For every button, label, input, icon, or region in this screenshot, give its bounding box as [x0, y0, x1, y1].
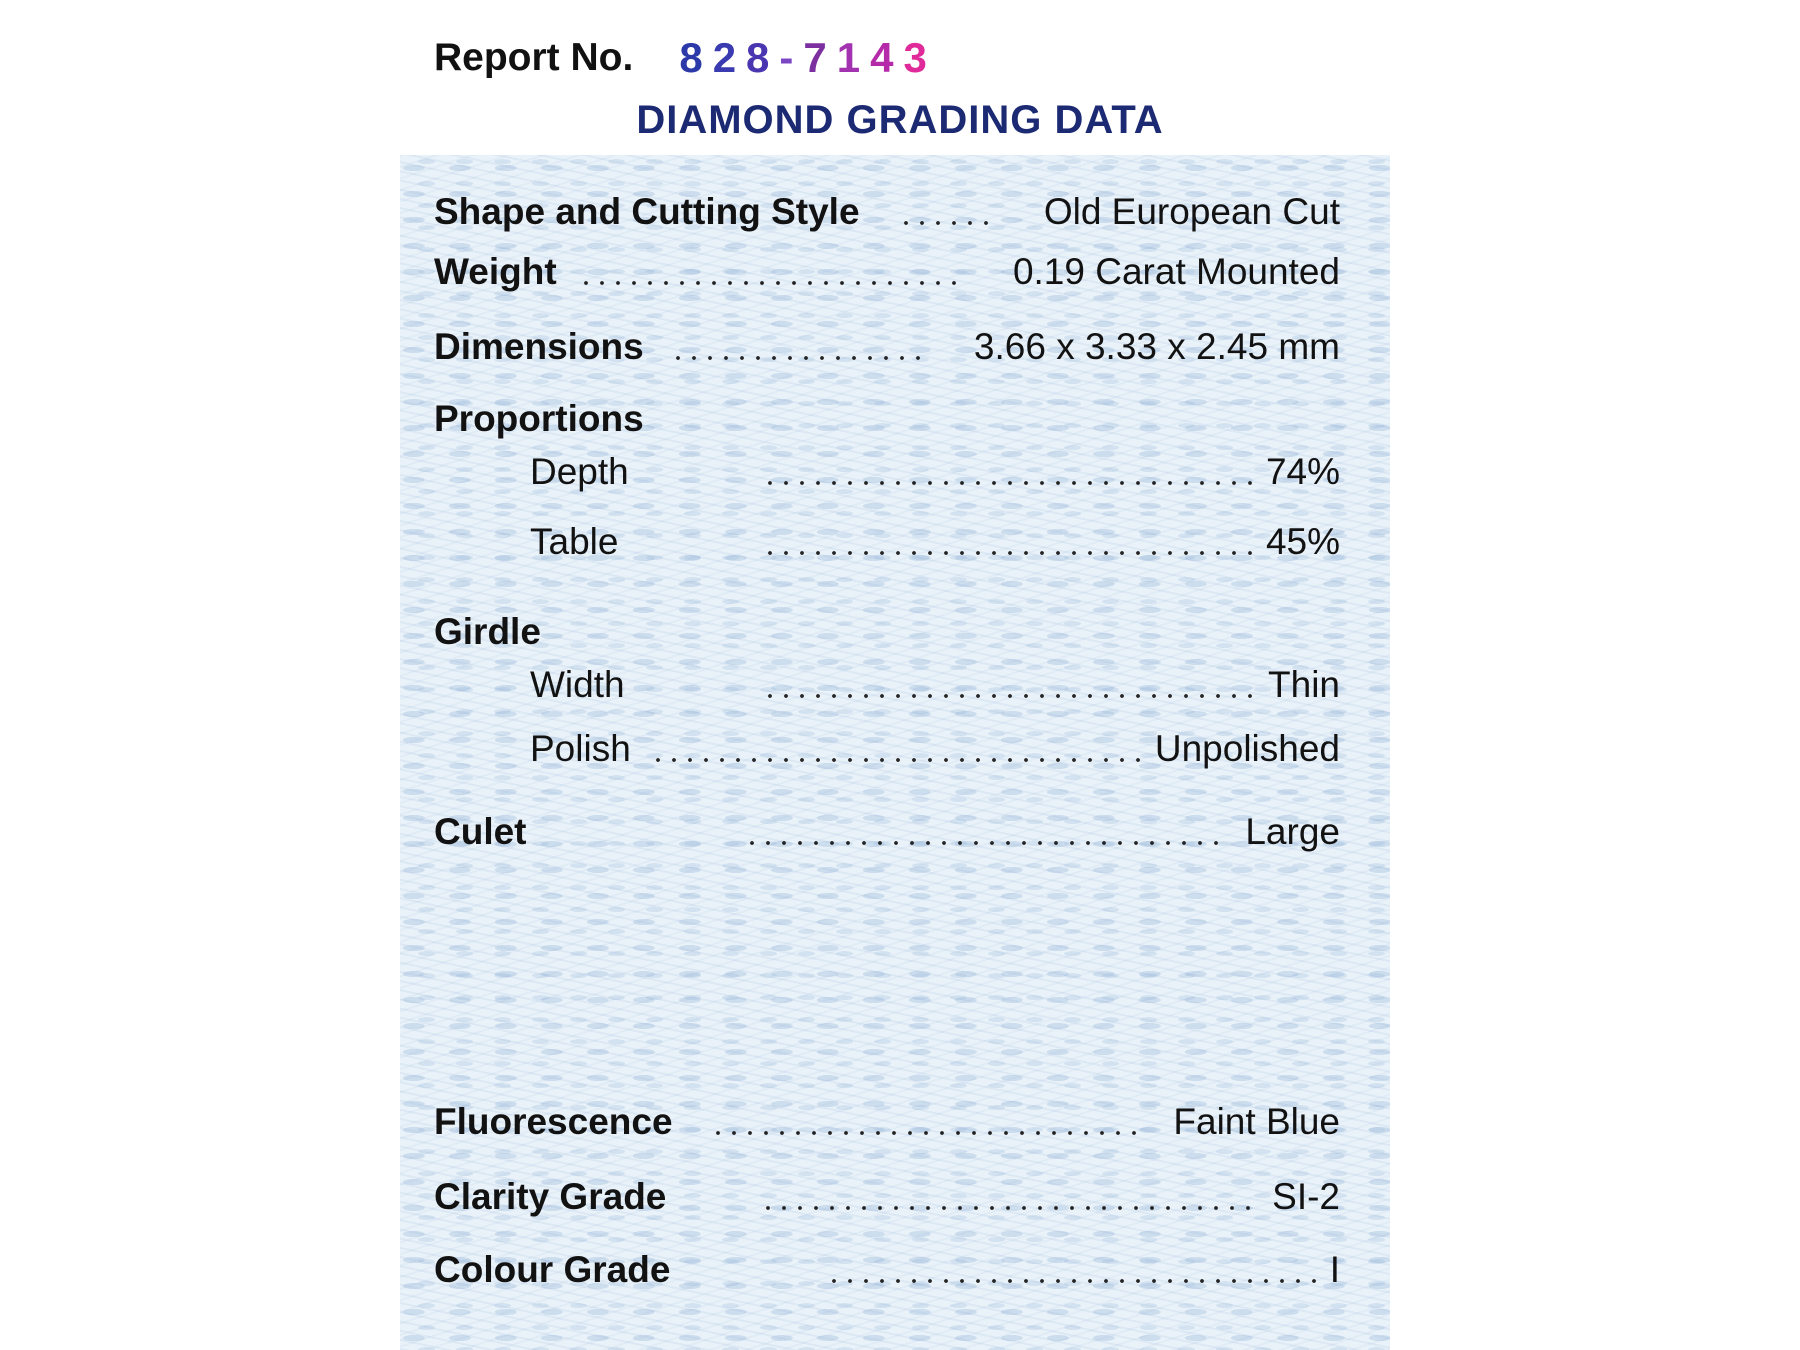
width-label: Width: [530, 664, 625, 705]
report-number-label: Report No.: [434, 36, 634, 79]
table-label: Table: [530, 521, 619, 562]
proportions-heading: Proportions: [434, 398, 644, 439]
report-digit: 2: [712, 34, 737, 81]
leader-dots: [826, 1278, 1322, 1284]
leader-dots: [704, 1130, 1142, 1136]
leader-dots: [762, 550, 1258, 556]
shape-value: Old European Cut: [1043, 191, 1340, 232]
row-shape: [434, 190, 1340, 234]
colour-label: Colour Grade: [434, 1249, 671, 1290]
fluorescence-value: Faint Blue: [1173, 1101, 1340, 1142]
row-polish: [434, 727, 1340, 771]
report-digit: 1: [836, 34, 861, 81]
report-digit: 8: [746, 34, 770, 81]
depth-value: 74%: [1265, 451, 1340, 492]
leader-dots: [762, 480, 1258, 486]
report-digit: 3: [903, 34, 927, 81]
clarity-label: Clarity Grade: [434, 1176, 667, 1217]
dimensions-label: Dimensions: [434, 326, 644, 367]
row-table: [434, 520, 1340, 564]
polish-label: Polish: [530, 728, 631, 769]
report-number-header: [434, 30, 937, 86]
report-number-value: [679, 34, 937, 82]
report-digit: -: [779, 34, 794, 81]
leader-dots: [762, 693, 1258, 699]
leader-dots: [764, 1205, 1256, 1211]
weight-label: Weight: [434, 251, 557, 292]
row-depth: [434, 450, 1340, 494]
row-weight: [434, 250, 1340, 294]
row-clarity: [434, 1175, 1340, 1219]
row-culet: [434, 810, 1340, 854]
report-digit: 8: [679, 34, 703, 81]
polish-value: Unpolished: [1154, 728, 1340, 769]
weight-value: 0.19 Carat Mounted: [1012, 251, 1340, 292]
dimensions-value: 3.66 x 3.33 x 2.45 mm: [973, 326, 1340, 367]
row-width: [434, 663, 1340, 707]
leader-dots: [584, 280, 962, 286]
fluorescence-label: Fluorescence: [434, 1101, 673, 1142]
row-colour: [434, 1248, 1340, 1292]
culet-value: Large: [1245, 811, 1340, 852]
clarity-value: SI-2: [1272, 1176, 1340, 1217]
shape-label: Shape and Cutting Style: [434, 191, 860, 232]
culet-label: Culet: [434, 811, 527, 852]
colour-value: I: [1329, 1249, 1340, 1290]
table-value: 45%: [1265, 521, 1340, 562]
leader-dots: [740, 840, 1224, 846]
girdle-heading: Girdle: [434, 611, 541, 652]
width-value: Thin: [1268, 664, 1340, 705]
row-dimensions: [434, 325, 1340, 369]
report-digit: 4: [870, 34, 894, 81]
leader-dots: [670, 355, 926, 361]
grading-data-title: DIAMOND GRADING DATA: [636, 98, 1164, 142]
depth-label: Depth: [530, 451, 629, 492]
report-digit: 7: [803, 34, 827, 81]
row-fluorescence: [434, 1100, 1340, 1144]
leader-dots: [899, 220, 994, 226]
leader-dots: [656, 757, 1146, 763]
